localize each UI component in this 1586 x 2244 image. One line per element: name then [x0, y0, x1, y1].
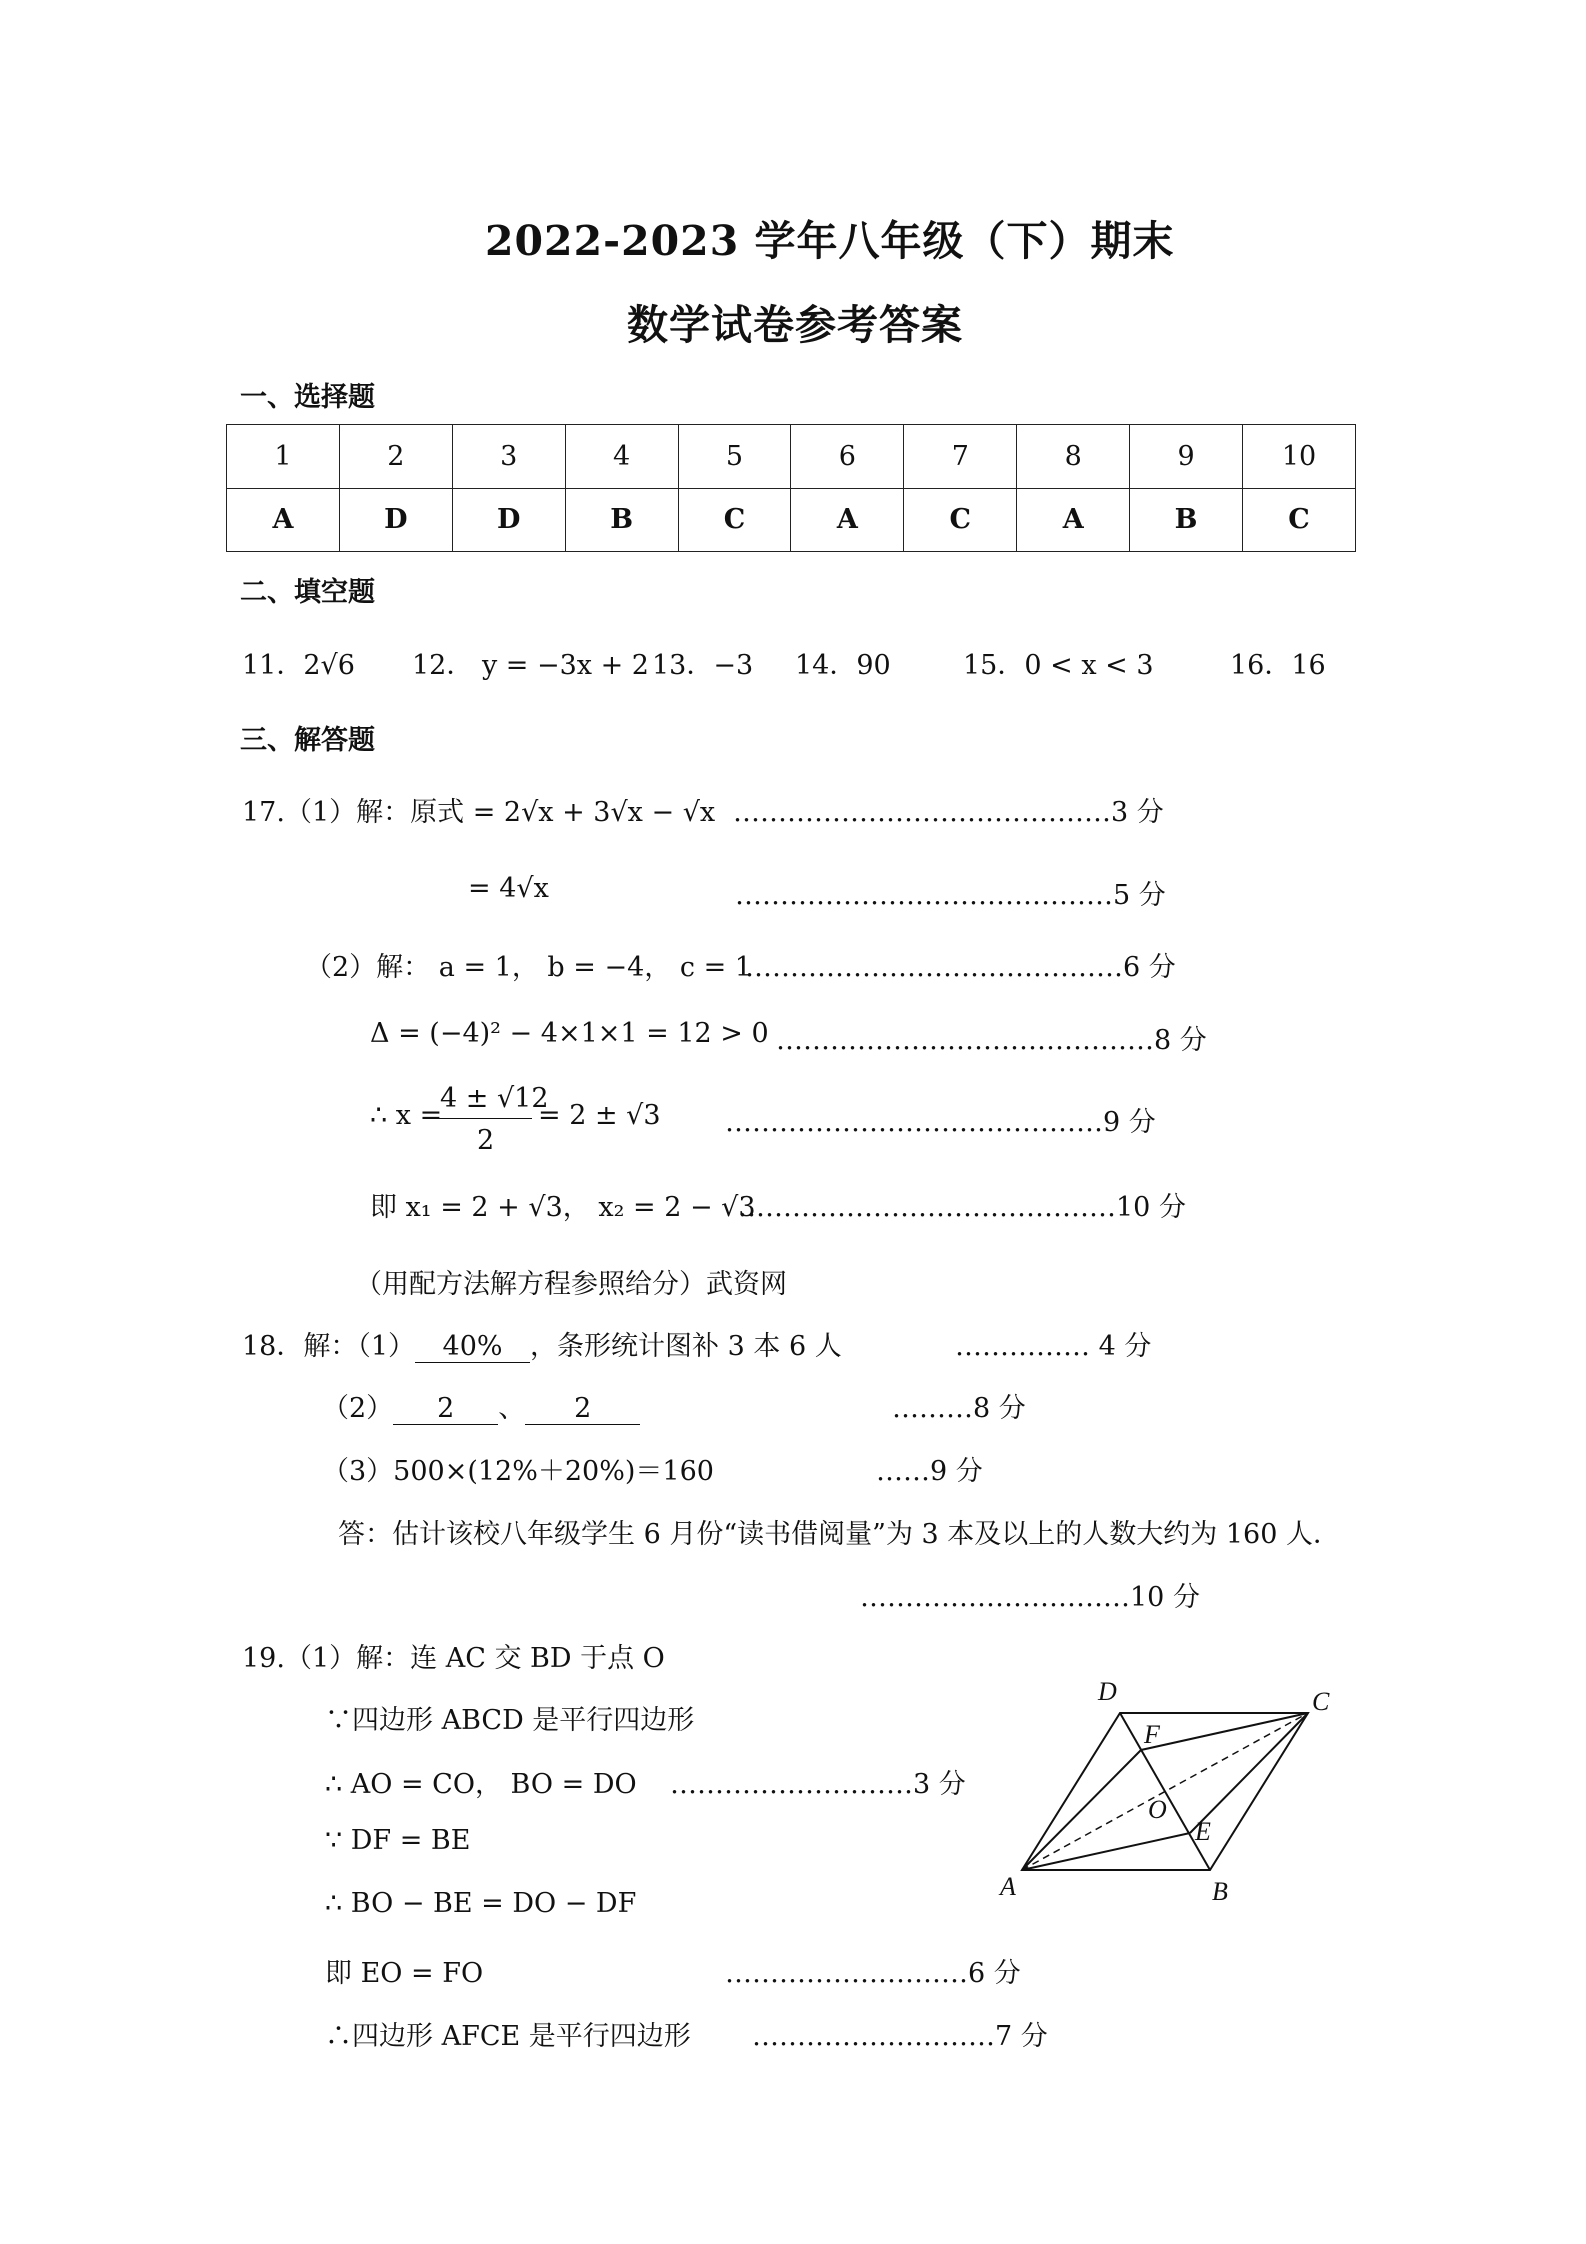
q17-line-2: = 4√x [468, 873, 549, 904]
fill-answer-11: 11．2√6 [242, 650, 355, 681]
title-line-1: 2022-2023 学年八年级（下）期末 [485, 217, 1175, 265]
table-row-numbers [227, 425, 1356, 489]
label-f: F [1144, 1720, 1160, 1749]
q17-note: （用配方法解方程参照给分）武资网 [355, 1269, 787, 1300]
q17-line-5-denominator: 2 [477, 1125, 495, 1156]
table-cell: C [1243, 488, 1356, 552]
title-line-2: 数学试卷参考答案 [627, 301, 963, 349]
label-c: C [1312, 1687, 1330, 1716]
label-d: D [1098, 1677, 1117, 1706]
q18-score-3: ……9 分 [876, 1456, 983, 1487]
table-row-answers [227, 488, 1356, 552]
fill-answer-16: 16．16 [1230, 650, 1326, 681]
table-cell: 6 [791, 425, 904, 489]
fill-answer-12: 12． y = −3x + 2 [412, 650, 649, 681]
segment-ec [1190, 1713, 1308, 1833]
fraction-bar [438, 1118, 532, 1119]
q18-line-1 [242, 1324, 842, 1363]
q17-score-6: ……………………………………10 分 [738, 1192, 1186, 1223]
table-cell: A [791, 488, 904, 552]
q18-line-1-prefix: 18．解：（1） [242, 1331, 416, 1362]
q17-line-3: （2）解： a = 1， b = −4， c = 1 [305, 952, 752, 983]
table-cell: 7 [904, 425, 1017, 489]
table-cell: D [452, 488, 565, 552]
fill-answer-15: 15．0 < x < 3 [963, 650, 1154, 681]
table-cell: B [1130, 488, 1243, 552]
segment-ae [1022, 1833, 1190, 1870]
q18-line-4: 答：估计该校八年级学生 6 月份“读书借阅量”为 3 本及以上的人数大约为 160 人． [338, 1519, 1340, 1550]
section-solution-heading: 三、解答题 [240, 725, 375, 756]
q17-score-1: ……………………………………3 分 [733, 797, 1164, 828]
q18-blank-2a: 2 [393, 1393, 498, 1425]
table-cell: A [1017, 488, 1130, 552]
section-fill-heading: 二、填空题 [240, 577, 375, 608]
table-cell: 8 [1017, 425, 1130, 489]
q19-line-7: ∴四边形 AFCE 是平行四边形 [325, 2021, 691, 2052]
q19-score-7: ………………………7 分 [752, 2021, 1048, 2052]
table-cell: 3 [452, 425, 565, 489]
q17-score-3: ……………………………………6 分 [745, 952, 1176, 983]
table-cell: 4 [565, 425, 678, 489]
q18-line-1-suffix: ，条形统计图补 3 本 6 人 [530, 1331, 842, 1362]
q19-line-3: ∴ AO = CO， BO = DO [325, 1769, 637, 1800]
q18-blank-2b: 2 [525, 1393, 640, 1425]
q18-line-2 [322, 1386, 640, 1425]
q19-line-4: ∵ DF = BE [325, 1825, 471, 1856]
q19-line-6: 即 EO = FO [325, 1958, 484, 1989]
q17-line-5-prefix: ∴ x = [370, 1100, 443, 1131]
q17-score-2: ……………………………………5 分 [735, 880, 1166, 911]
table-cell: D [339, 488, 452, 552]
table-cell: C [904, 488, 1017, 552]
fill-answer-13: 13．−3 [652, 650, 754, 681]
q18-score-2: ………8 分 [892, 1393, 1026, 1424]
choice-answer-table [226, 424, 1356, 552]
label-b: B [1212, 1877, 1228, 1906]
parallelogram-figure [990, 1670, 1350, 1910]
label-o: O [1148, 1795, 1167, 1824]
q19-score-6: ………………………6 分 [725, 1958, 1021, 1989]
q18-score-1: …………… 4 分 [955, 1331, 1152, 1362]
q18-score-4: …………………………10 分 [860, 1582, 1200, 1613]
segment-fc [1141, 1713, 1308, 1750]
q17-line-5-numerator: 4 ± √12 [440, 1083, 549, 1114]
table-cell: 9 [1130, 425, 1243, 489]
q18-line-2-prefix: （2） [322, 1393, 394, 1424]
q17-line-6: 即 x₁ = 2 + √3， x₂ = 2 − √3 [370, 1192, 756, 1223]
q19-line-1: 19.（1）解：连 AC 交 BD 于点 O [242, 1643, 665, 1674]
q18-blank-1: 40% [415, 1331, 530, 1363]
q19-line-5: ∴ BO − BE = DO − DF [325, 1888, 637, 1919]
fill-answer-14: 14．90 [795, 650, 891, 681]
segment-af [1022, 1750, 1141, 1870]
table-cell: 1 [227, 425, 340, 489]
q18-line-2-sep: 、 [498, 1393, 526, 1424]
q19-score-3: ………………………3 分 [670, 1769, 966, 1800]
q17-line-5-suffix: = 2 ± √3 [538, 1100, 661, 1131]
q17-line-1: 17.（1）解：原式 = 2√x + 3√x − √x [242, 797, 716, 828]
label-a: A [1000, 1872, 1016, 1901]
q17-score-4: ……………………………………8 分 [776, 1025, 1207, 1056]
q18-line-3: （3）500×(12%＋20%)＝160 [322, 1456, 714, 1487]
q19-line-2: ∵四边形 ABCD 是平行四边形 [325, 1705, 695, 1736]
table-cell: C [678, 488, 791, 552]
q17-score-5: ……………………………………9 分 [725, 1107, 1156, 1138]
table-cell: 10 [1243, 425, 1356, 489]
table-cell: A [227, 488, 340, 552]
label-e: E [1195, 1817, 1211, 1846]
table-cell: B [565, 488, 678, 552]
section-choice-heading: 一、选择题 [240, 382, 375, 413]
table-cell: 2 [339, 425, 452, 489]
q17-line-4: Δ = (−4)² − 4×1×1 = 12 > 0 [370, 1018, 769, 1049]
table-cell: 5 [678, 425, 791, 489]
